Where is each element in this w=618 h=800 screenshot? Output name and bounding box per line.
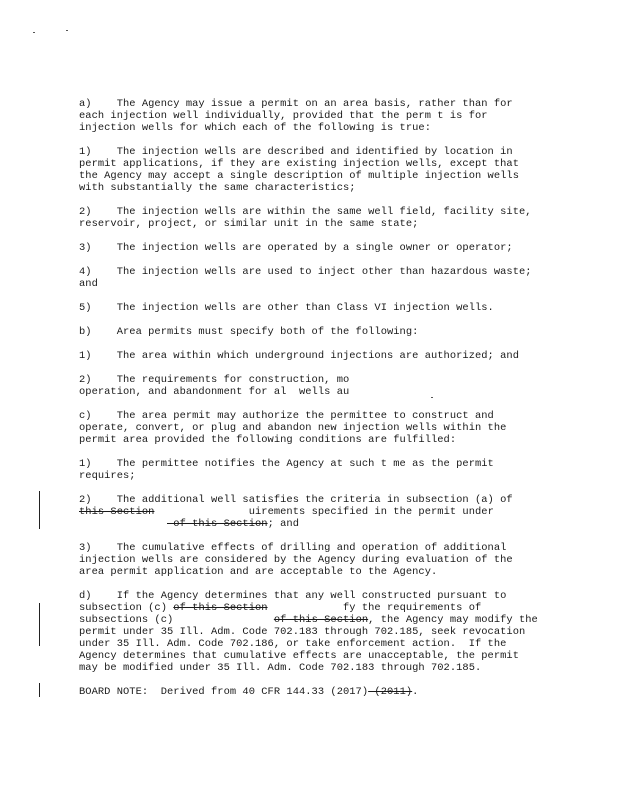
text-line: a) The Agency may issue a permit on an area basis, rather than for: [79, 98, 513, 110]
text-line: under 35 Ill. Adm. Code 702.186, or take enforcement action. If the: [79, 638, 507, 650]
item-b1: 1) The area within which underground injections are authorized; and: [79, 350, 519, 362]
text-line: injection wells are considered by the Agency during evaluation of the: [79, 554, 513, 566]
text-line: reservoir, project, or similar unit in the same state;: [79, 218, 419, 230]
item-a5: 5) The injection wells are other than Class VI injection wells.: [79, 302, 494, 314]
text-line: operate, convert, or plug and abandon new injection wells within the: [79, 422, 507, 434]
scan-speck: [33, 32, 35, 33]
struck-text: this Section: [79, 506, 155, 518]
text-line: [79, 506, 494, 518]
text-line: 3) The cumulative effects of drilling and operation of additional: [79, 542, 507, 554]
section-b: b) Area permits must specify both of the following:: [79, 326, 419, 338]
text-line: permit area provided the following conditions are fulfilled:: [79, 434, 457, 446]
text-run: subsection (c): [79, 602, 167, 614]
text-run: , the Agency may modify the: [368, 614, 538, 626]
struck-text: (2011): [368, 686, 413, 698]
scan-speck: [66, 30, 68, 31]
text-run: subsections (c): [79, 614, 274, 626]
text-line: 2) The additional well satisfies the criteria in subsection (a) of: [79, 494, 513, 506]
text-line: and: [79, 278, 98, 290]
text-run: [79, 518, 167, 530]
text-line: permit applications, if they are existing injection wells, except that: [79, 158, 519, 170]
text-line: [79, 602, 481, 614]
change-bar: [39, 603, 40, 646]
text-line: the Agency may accept a single description of multiple injection wells: [79, 170, 519, 182]
change-bar: [39, 683, 40, 697]
text-line: 4) The injection wells are used to inject other than hazardous waste;: [79, 266, 532, 278]
text-line: 1) The injection wells are described and identified by location in: [79, 146, 513, 158]
text-line: each injection well individually, provided that the perm t is for: [79, 110, 488, 122]
board-note: [79, 686, 418, 698]
text-line: d) If the Agency determines that any well constructed pursuant to: [79, 590, 507, 602]
text-line: injection wells for which each of the following is true:: [79, 122, 431, 134]
change-bar: [39, 491, 40, 529]
text-line: operation, and abandonment for al wells au: [79, 386, 350, 398]
text-run: .: [412, 686, 419, 698]
text-run: uirements specified in the permit under: [154, 506, 494, 518]
scan-speck: [431, 397, 433, 398]
text-run: ; and: [267, 518, 300, 530]
text-line: 2) The injection wells are within the same well field, facility site,: [79, 206, 532, 218]
text-line: [79, 614, 538, 626]
text-line: requires;: [79, 470, 136, 482]
text-line: may be modified under 35 Ill. Adm. Code 702.183 through 702.185.: [79, 662, 482, 674]
text-line: Agency determines that cumulative effects are unacceptable, the permit: [79, 650, 519, 662]
text-line: permit under 35 Ill. Adm. Code 702.183 through 702.185, seek revocation: [79, 626, 526, 638]
struck-text: of this Section: [273, 614, 369, 626]
struck-text: of this Section: [167, 518, 268, 530]
text-line: area permit application and are acceptable to the Agency.: [79, 566, 438, 578]
text-run: fy the requirements of: [267, 602, 482, 614]
text-line: [79, 518, 299, 530]
text-line: with substantially the same characteristics;: [79, 182, 356, 194]
item-a3: 3) The injection wells are operated by a single owner or operator;: [79, 242, 513, 254]
struck-text: of this Section: [173, 602, 268, 614]
text-run: BOARD NOTE: Derived from 40 CFR 144.33 (2017): [79, 686, 369, 698]
text-line: 2) The requirements for construction, mo: [79, 374, 350, 386]
text-line: 1) The permittee notifies the Agency at such t me as the permit: [79, 458, 494, 470]
text-line: c) The area permit may authorize the permittee to construct and: [79, 410, 494, 422]
